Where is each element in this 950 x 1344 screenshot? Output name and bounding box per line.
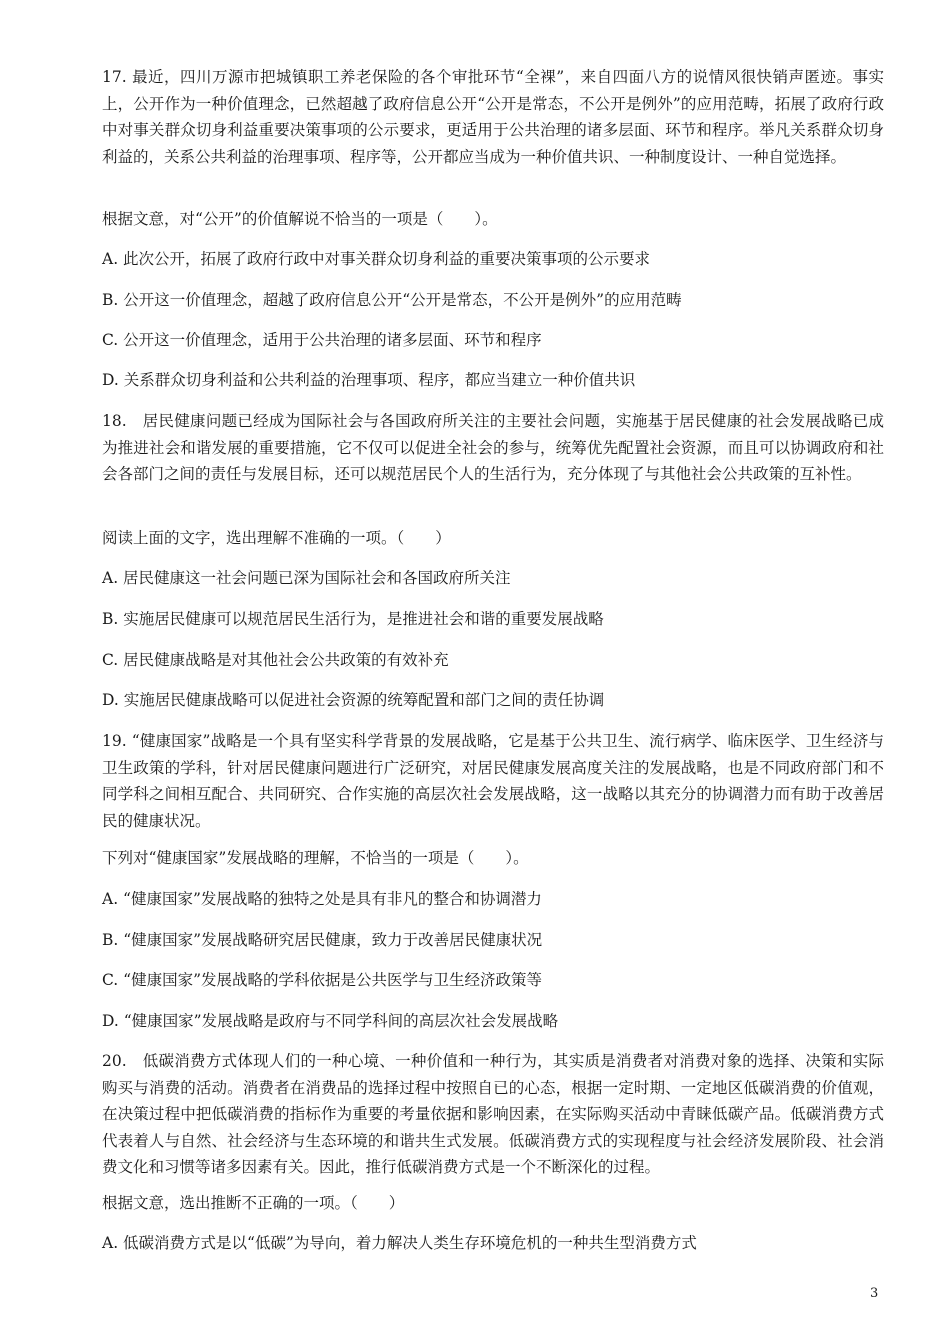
q17-passage: 17. 最近，四川万源市把城镇职工养老保险的各个审批环节“全裸”，来自四面八方的说情风很快销声匿迹。事实上，公开作为一种价值理念，已然超越了政府信息公开“公开是常态，不公开是例外”的应用范畴，拓展了政府行政中对事关群众切身利益重要决策事项的公示要求，更适用于公共治理的诸多层面、环节和程序。举凡关系群众切身利益的，关系公共利益的治理事项、程序等，公开都应当成为一种价值共识、一种制度设计、一种自觉选择。 bbox=[102, 68, 884, 166]
q17-option-c: C. 公开这一价值理念，适用于公共治理的诸多层面、环节和程序 bbox=[102, 331, 542, 349]
q17-option-b: B. 公开这一价值理念，超越了政府信息公开“公开是常态，不公开是例外”的应用范畴 bbox=[102, 291, 682, 309]
q19-option-b: B. “健康国家”发展战略研究居民健康，致力于改善居民健康状况 bbox=[102, 931, 543, 949]
q19-passage: 19. “健康国家”战略是一个具有坚实科学背景的发展战略，它是基于公共卫生、流行病学、临床医学、卫生经济与卫生政策的学科，针对居民健康问题进行广泛研究，对居民健康发展高度关注的发展战略，也是不同政府部门和不同学科之间相互配合、共同研究、合作实施的高层次社会发展战略，这一战略以其充分的协调潜力而有助于改善居民的健康状况。 bbox=[102, 732, 884, 830]
q18-option-b: B. 实施居民健康可以规范居民生活行为，是推进社会和谐的重要发展战略 bbox=[102, 610, 604, 628]
page-number: 3 bbox=[870, 1286, 879, 1301]
q20-prompt: 根据文意，选出推断不正确的一项。（ ） bbox=[102, 1194, 405, 1212]
q17-option-a: A. 此次公开，拓展了政府行政中对事关群众切身利益的重要决策事项的公示要求 bbox=[102, 250, 651, 268]
q20-passage: 20. 低碳消费方式体现人们的一种心境、一种价值和一种行为，其实质是消费者对消费对象的选择、决策和实际购买与消费的活动。消费者在消费品的选择过程中按照自已的心态，根据一定时期、一定地区低碳消费的价值观，在决策过程中把低碳消费的指标作为重要的考量依据和影响因素，在实际购买活动中青睐低碳产品。低碳消费方式代表着人与自然、社会经济与生态环境的和谐共生式发展。低碳消费方式的实现程度与社会经济发展阶段、社会消费文化和习惯等诸多因素有关。因此，推行低碳消费方式是一个不断深化的过程。 bbox=[102, 1052, 884, 1176]
q18-option-a: A. 居民健康这一社会问题已深为国际社会和各国政府所关注 bbox=[102, 569, 511, 587]
q17-option-d: D. 关系群众切身利益和公共利益的治理事项、程序，都应当建立一种价值共识 bbox=[102, 371, 636, 389]
q18-prompt: 阅读上面的文字，选出理解不准确的一项。（ ） bbox=[102, 529, 451, 547]
q19-option-a: A. “健康国家”发展战略的独特之处是具有非凡的整合和协调潜力 bbox=[102, 890, 542, 908]
q19-prompt: 下列对“健康国家”发展战略的理解，不恰当的一项是（ ）。 bbox=[102, 849, 529, 867]
q18-passage: 18. 居民健康问题已经成为国际社会与各国政府所关注的主要社会问题，实施基于居民健康的社会发展战略已成为推进社会和谐发展的重要措施，它不仅可以促进全社会的参与，统筹优先配置社会资源，而且可以协调政府和社会各部门之间的责任与发展目标，还可以规范居民个人的生活行为，充分体现了与其他社会公共政策的互补性。 bbox=[102, 412, 884, 483]
q17-prompt: 根据文意，对“公开”的价值解说不恰当的一项是（ ）。 bbox=[102, 210, 498, 228]
q19-option-d: D. “健康国家”发展战略是政府与不同学科间的高层次社会发展战略 bbox=[102, 1012, 559, 1030]
q20-option-a: A. 低碳消费方式是以“低碳”为导向，着力解决人类生存环境危机的一种共生型消费方式 bbox=[102, 1234, 697, 1252]
q18-option-c: C. 居民健康战略是对其他社会公共政策的有效补充 bbox=[102, 651, 449, 669]
q18-option-d: D. 实施居民健康战略可以促进社会资源的统筹配置和部门之间的责任协调 bbox=[102, 691, 605, 709]
q19-option-c: C. “健康国家”发展战略的学科依据是公共医学与卫生经济政策等 bbox=[102, 971, 543, 989]
